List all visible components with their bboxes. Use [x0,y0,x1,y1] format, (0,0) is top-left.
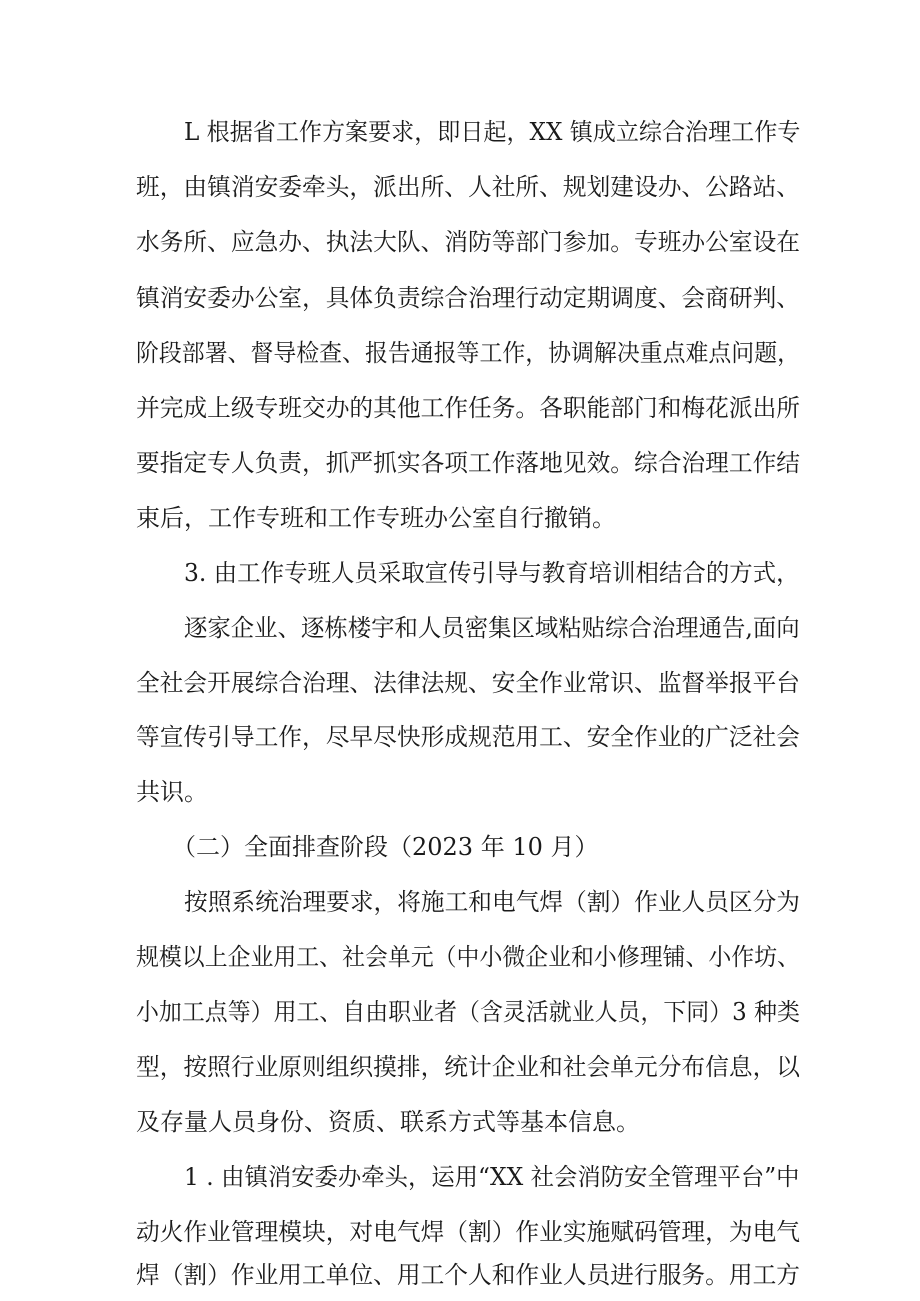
paragraph-line: 及存量人员身份、资质、联系方式等基本信息。 [136,1108,640,1136]
paragraph-line: 规模以上企业用工、社会单元（中小微企业和小修理铺、小作坊、 [136,943,800,971]
paragraph-line: 水务所、应急办、执法大队、消防等部门参加。专班办公室设在 [136,228,800,256]
paragraph-line: L 根据省工作方案要求，即日起，XX 镇成立综合治理工作专 [184,118,801,146]
paragraph-line: 要指定专人负责，抓严抓实各项工作落地见效。综合治理工作结 [136,449,800,477]
paragraph-line: 小加工点等）用工、自由职业者（含灵活就业人员，下同）3 种类 [136,998,800,1026]
paragraph-line: 型，按照行业原则组织摸排，统计企业和社会单元分布信息，以 [136,1053,800,1081]
section-heading: （二）全面排查阶段（2023 年 10 月） [172,833,599,861]
paragraph-line: 全社会开展综合治理、法律法规、安全作业常识、监督举报平台 [136,669,800,697]
numbered-item-line: 1 . 由镇消安委办牵头，运用“XX 社会消防安全管理平台”中 [184,1163,800,1191]
paragraph-line: 等宣传引导工作，尽早尽快形成规范用工、安全作业的广泛社会 [136,723,800,751]
paragraph-line: 束后，工作专班和工作专班办公室自行撤销。 [136,504,616,532]
paragraph-line: 阶段部署、督导检查、报告通报等工作，协调解决重点难点问题， [136,339,800,367]
numbered-item-line: 3. 由工作专班人员采取宣传引导与教育培训相结合的方式， [184,559,800,587]
paragraph-line: 按照系统治理要求，将施工和电气焊（割）作业人员区分为 [184,888,800,916]
paragraph-line: 逐家企业、逐栋楼宇和人员密集区域粘贴综合治理通告,面向 [184,614,800,642]
paragraph-line: 镇消安委办公室，具体负责综合治理行动定期调度、会商研判、 [136,284,800,312]
paragraph-line: 共识。 [136,778,208,806]
paragraph-line: 动火作业管理模块，对电气焊（割）作业实施赋码管理，为电气 [136,1218,800,1246]
paragraph-line: 并完成上级专班交办的其他工作任务。各职能部门和梅花派出所 [136,394,800,422]
paragraph-line: 班，由镇消安委牵头，派出所、人社所、规划建设办、公路站、 [136,173,800,201]
paragraph-line: 焊（割）作业用工单位、用工个人和作业人员进行服务。用工方 [136,1261,800,1289]
